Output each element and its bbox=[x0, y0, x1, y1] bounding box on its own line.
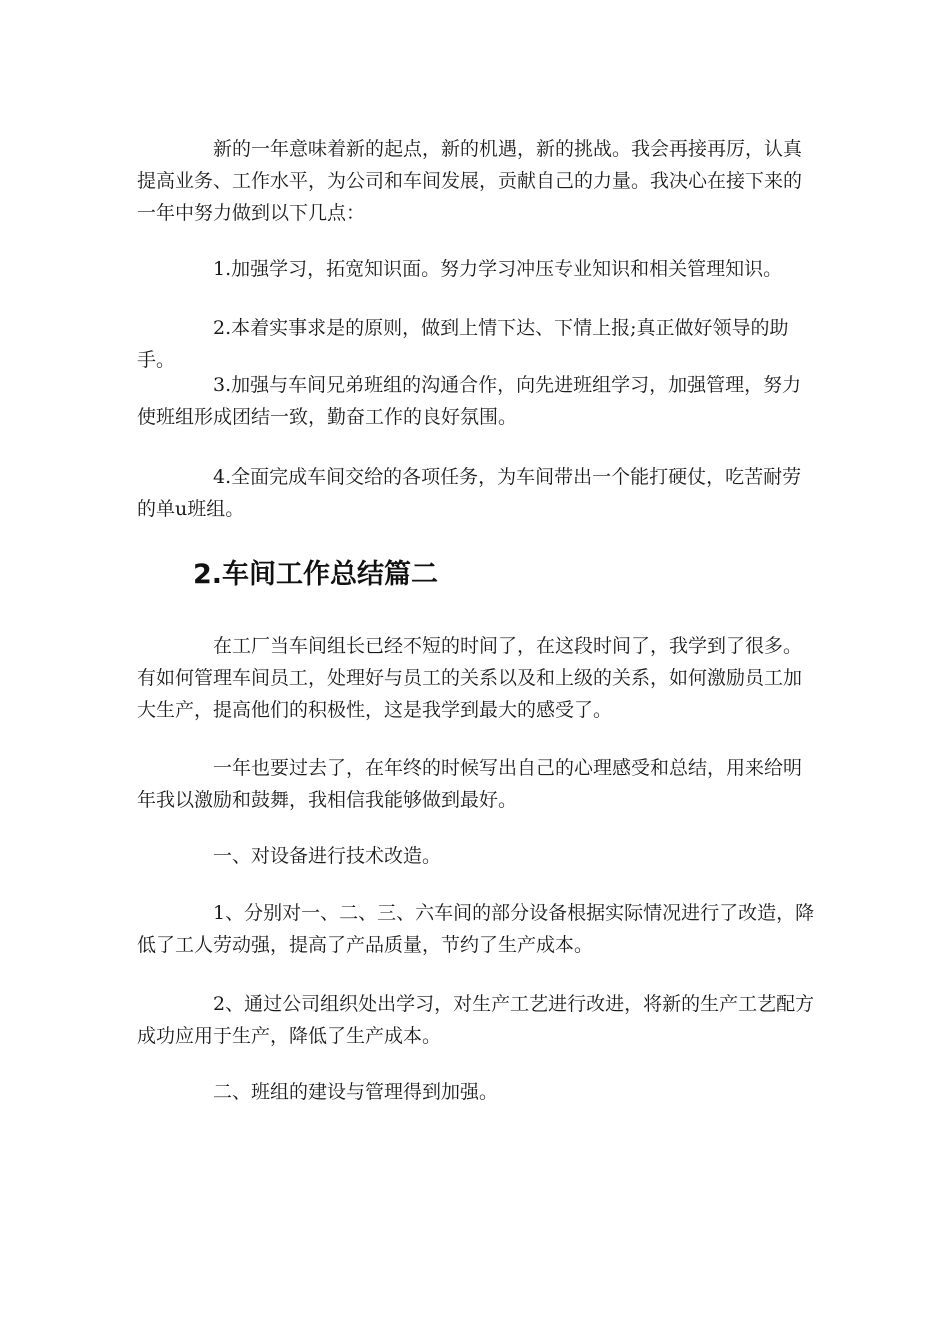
summary-paragraph-1: 在工厂当车间组长已经不短的时间了，在这段时间了，我学到了很多。有如何管理车间员工，处理好与员工的关系以及和上级的关系，如何激励员工加大生产，提高他们的积极性，这是我学到最大的感受了。 bbox=[137, 635, 803, 721]
section-heading: 2.车间工作总结篇二 bbox=[193, 559, 439, 590]
equipment-item-1: 1、分别对一、二、三、六车间的部分设备根据实际情况进行了改造，降低了工人劳动强，提高了产品质量，节约了生产成本。 bbox=[137, 902, 815, 956]
summary-paragraph-2: 一年也要过去了，在年终的时候写出自己的心理感受和总结，用来给明年我以激励和鼓舞，我相信我能够做到最好。 bbox=[137, 757, 803, 811]
subheading-team: 二、班组的建设与管理得到加强。 bbox=[213, 1081, 499, 1103]
subheading-equipment: 一、对设备进行技术改造。 bbox=[213, 845, 442, 867]
plan-point-2: 2.本着实事求是的原则，做到上情下达、下情上报;真正做好领导的助手。 bbox=[137, 317, 789, 371]
equipment-item-2: 2、通过公司组织处出学习，对生产工艺进行改进，将新的生产工艺配方成功应用于生产，降低了生产成本。 bbox=[137, 993, 815, 1047]
plan-point-1: 1.加强学习，拓宽知识面。努力学习冲压专业知识和相关管理知识。 bbox=[213, 258, 783, 280]
plan-point-3: 3.加强与车间兄弟班组的沟通合作，向先进班组学习，加强管理，努力使班组形成团结一致，勤奋工作的良好氛围。 bbox=[137, 374, 802, 428]
intro-paragraph: 新的一年意味着新的起点，新的机遇，新的挑战。我会再接再厉，认真提高业务、工作水平，为公司和车间发展，贡献自己的力量。我决心在接下来的一年中努力做到以下几点： bbox=[137, 138, 803, 224]
plan-point-4: 4.全面完成车间交给的各项任务，为车间带出一个能打硬仗，吃苦耐劳的单u班组。 bbox=[137, 466, 802, 520]
